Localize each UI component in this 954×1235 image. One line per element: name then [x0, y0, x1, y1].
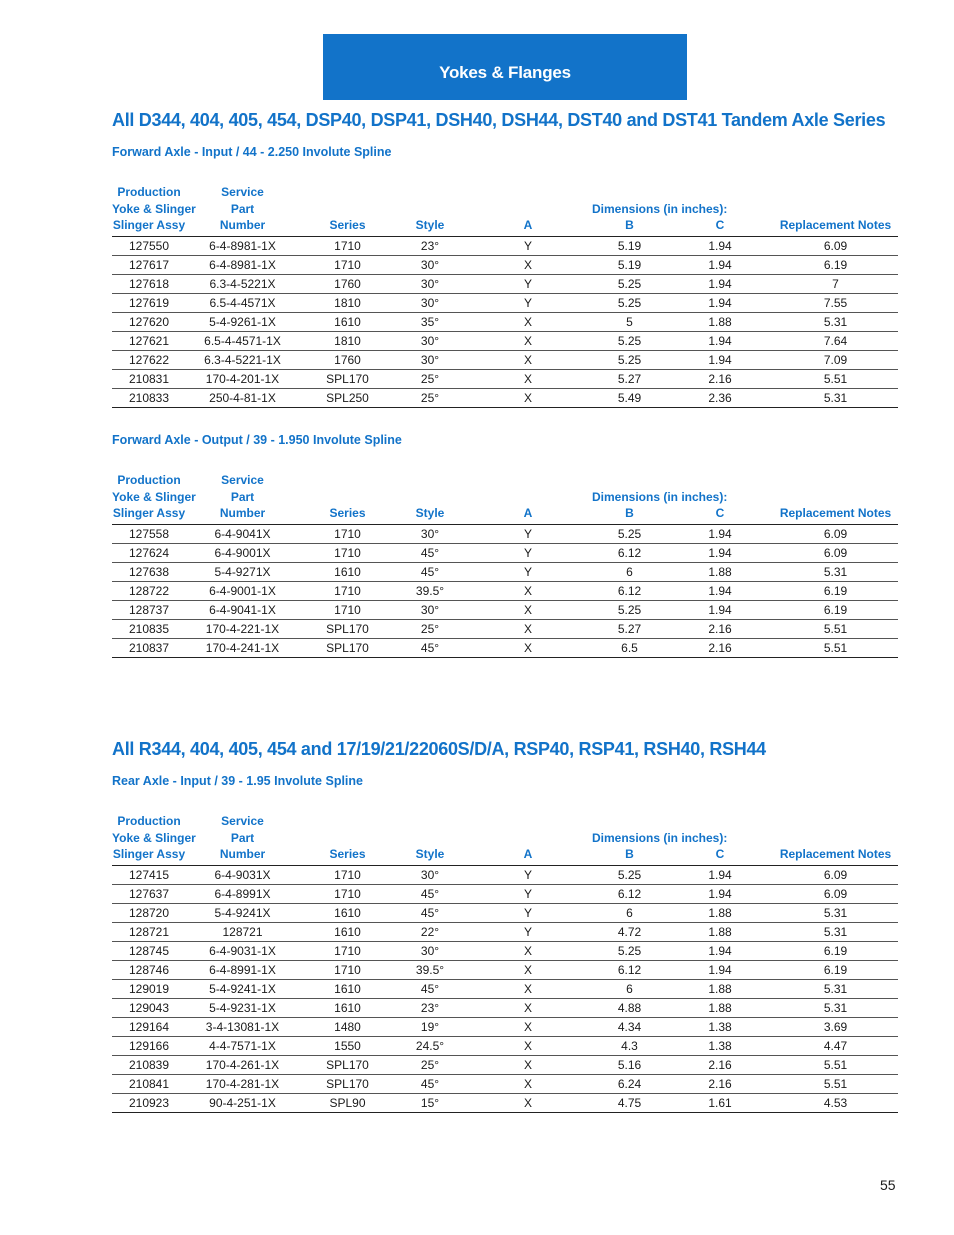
cell-series: 1810 — [299, 331, 396, 350]
table-row — [112, 274, 898, 293]
cell-notes: 4.47 — [773, 1036, 898, 1055]
cell-a: Y — [464, 543, 592, 562]
cell-b: 5.25 — [592, 331, 667, 350]
col-series: Series — [299, 184, 396, 236]
cell-production: 210833 — [112, 388, 186, 407]
col-a: A — [464, 184, 592, 236]
cell-style: 25° — [396, 1055, 464, 1074]
col-style: Style — [396, 472, 464, 524]
table-row — [112, 1036, 898, 1055]
cell-b: 6.12 — [592, 581, 667, 600]
table-row — [112, 369, 898, 388]
table-row — [112, 350, 898, 369]
cell-c: 1.94 — [667, 600, 773, 619]
cell-notes: 6.19 — [773, 600, 898, 619]
cell-series: 1710 — [299, 865, 396, 884]
cell-c: 2.16 — [667, 1055, 773, 1074]
col-service-part: Service Part Number — [186, 184, 299, 236]
cell-b: 5.16 — [592, 1055, 667, 1074]
cell-b: 5.25 — [592, 350, 667, 369]
table-row — [112, 562, 898, 581]
col-b: Dimensions (in inches): B — [592, 813, 667, 865]
cell-production: 129043 — [112, 998, 186, 1017]
col-production: Production Yoke & Slinger Slinger Assy — [112, 472, 186, 524]
cell-a: Y — [464, 274, 592, 293]
col-b: Dimensions (in inches): B — [592, 472, 667, 524]
col-c: C — [667, 472, 773, 524]
cell-c: 1.94 — [667, 350, 773, 369]
cell-service-part: 6-4-8981-1X — [186, 255, 299, 274]
cell-a: X — [464, 312, 592, 331]
cell-notes: 5.31 — [773, 903, 898, 922]
cell-notes: 5.51 — [773, 619, 898, 638]
cell-c: 1.94 — [667, 524, 773, 543]
col-production: Production Yoke & Slinger Slinger Assy — [112, 813, 186, 865]
cell-a: Y — [464, 236, 592, 255]
cell-a: X — [464, 600, 592, 619]
table-row — [112, 922, 898, 941]
cell-production: 210841 — [112, 1074, 186, 1093]
cell-style: 45° — [396, 979, 464, 998]
cell-b: 5.25 — [592, 865, 667, 884]
cell-notes: 5.31 — [773, 979, 898, 998]
cell-a: X — [464, 350, 592, 369]
cell-series: SPL170 — [299, 619, 396, 638]
cell-b: 6.24 — [592, 1074, 667, 1093]
col-service-part: Service Part Number — [186, 472, 299, 524]
cell-style: 24.5° — [396, 1036, 464, 1055]
col-replacement-notes: Replacement Notes — [773, 472, 898, 524]
section1-table — [112, 184, 898, 408]
cell-b: 5.25 — [592, 941, 667, 960]
cell-a: Y — [464, 293, 592, 312]
table-row — [112, 903, 898, 922]
cell-production: 128720 — [112, 903, 186, 922]
cell-a: Y — [464, 524, 592, 543]
cell-series: 1710 — [299, 524, 396, 543]
cell-production: 127620 — [112, 312, 186, 331]
table-row — [112, 619, 898, 638]
cell-production: 210923 — [112, 1093, 186, 1112]
table-row — [112, 1074, 898, 1093]
cell-production: 210839 — [112, 1055, 186, 1074]
cell-service-part: 6-4-9041-1X — [186, 600, 299, 619]
cell-notes: 5.51 — [773, 369, 898, 388]
table-row — [112, 1055, 898, 1074]
cell-c: 2.16 — [667, 369, 773, 388]
cell-style: 45° — [396, 638, 464, 657]
cell-a: X — [464, 1036, 592, 1055]
cell-series: 1610 — [299, 903, 396, 922]
table-row — [112, 884, 898, 903]
cell-b: 6 — [592, 979, 667, 998]
cell-b: 5.19 — [592, 255, 667, 274]
cell-series: 1710 — [299, 941, 396, 960]
cell-b: 5.25 — [592, 524, 667, 543]
cell-series: 1760 — [299, 274, 396, 293]
section1-subtitle: Forward Axle - Input / 44 - 2.250 Involute Spline — [112, 145, 392, 159]
cell-style: 45° — [396, 884, 464, 903]
col-b: Dimensions (in inches): B — [592, 184, 667, 236]
cell-service-part: 6-4-9041X — [186, 524, 299, 543]
cell-notes: 3.69 — [773, 1017, 898, 1036]
cell-service-part: 6.3-4-5221X — [186, 274, 299, 293]
cell-notes: 5.31 — [773, 562, 898, 581]
cell-a: X — [464, 979, 592, 998]
col-series: Series — [299, 813, 396, 865]
cell-a: X — [464, 581, 592, 600]
cell-style: 35° — [396, 312, 464, 331]
section3-table — [112, 813, 898, 1113]
cell-production: 210831 — [112, 369, 186, 388]
cell-b: 6.12 — [592, 884, 667, 903]
cell-notes: 5.51 — [773, 638, 898, 657]
cell-a: X — [464, 998, 592, 1017]
col-production: Production Yoke & Slinger Slinger Assy — [112, 184, 186, 236]
cell-c: 1.88 — [667, 998, 773, 1017]
cell-service-part: 170-4-241-1X — [186, 638, 299, 657]
cell-service-part: 6-4-9031X — [186, 865, 299, 884]
cell-series: 1710 — [299, 960, 396, 979]
cell-b: 4.3 — [592, 1036, 667, 1055]
cell-c: 1.61 — [667, 1093, 773, 1112]
col-a: A — [464, 813, 592, 865]
cell-c: 1.94 — [667, 293, 773, 312]
cell-c: 1.88 — [667, 922, 773, 941]
cell-service-part: 6.5-4-4571-1X — [186, 331, 299, 350]
section3-subtitle: Rear Axle - Input / 39 - 1.95 Involute Spline — [112, 774, 363, 788]
col-c: C — [667, 184, 773, 236]
cell-a: X — [464, 941, 592, 960]
cell-style: 45° — [396, 903, 464, 922]
cell-a: X — [464, 638, 592, 657]
cell-c: 1.94 — [667, 581, 773, 600]
cell-a: X — [464, 619, 592, 638]
col-a: A — [464, 472, 592, 524]
cell-c: 2.16 — [667, 619, 773, 638]
table-row — [112, 600, 898, 619]
cell-notes: 7.09 — [773, 350, 898, 369]
cell-a: X — [464, 960, 592, 979]
cell-series: 1480 — [299, 1017, 396, 1036]
cell-notes: 5.31 — [773, 312, 898, 331]
cell-service-part: 170-4-221-1X — [186, 619, 299, 638]
cell-series: 1710 — [299, 884, 396, 903]
table-header-row — [112, 472, 898, 524]
cell-c: 1.94 — [667, 331, 773, 350]
table-row — [112, 388, 898, 407]
table-row — [112, 581, 898, 600]
cell-production: 128722 — [112, 581, 186, 600]
cell-a: Y — [464, 884, 592, 903]
cell-production: 127617 — [112, 255, 186, 274]
cell-notes: 7.55 — [773, 293, 898, 312]
cell-b: 5.49 — [592, 388, 667, 407]
cell-notes: 5.51 — [773, 1055, 898, 1074]
cell-series: 1610 — [299, 979, 396, 998]
cell-style: 30° — [396, 941, 464, 960]
cell-a: X — [464, 331, 592, 350]
cell-style: 30° — [396, 293, 464, 312]
cell-a: X — [464, 1017, 592, 1036]
cell-c: 1.94 — [667, 884, 773, 903]
cell-b: 6.12 — [592, 543, 667, 562]
cell-series: SPL170 — [299, 369, 396, 388]
cell-service-part: 5-4-9241-1X — [186, 979, 299, 998]
cell-service-part: 6-4-9001-1X — [186, 581, 299, 600]
table-row — [112, 543, 898, 562]
col-service-part: Service Part Number — [186, 813, 299, 865]
cell-c: 1.38 — [667, 1036, 773, 1055]
table-row — [112, 255, 898, 274]
cell-b: 5.25 — [592, 274, 667, 293]
cell-style: 25° — [396, 619, 464, 638]
cell-series: SPL170 — [299, 638, 396, 657]
cell-series: 1610 — [299, 922, 396, 941]
col-series: Series — [299, 472, 396, 524]
cell-a: X — [464, 369, 592, 388]
cell-style: 15° — [396, 1093, 464, 1112]
cell-style: 30° — [396, 350, 464, 369]
cell-production: 127558 — [112, 524, 186, 543]
cell-service-part: 250-4-81-1X — [186, 388, 299, 407]
cell-c: 1.94 — [667, 543, 773, 562]
cell-b: 6.5 — [592, 638, 667, 657]
cell-series: 1710 — [299, 543, 396, 562]
table-header-row — [112, 184, 898, 236]
table-row — [112, 312, 898, 331]
cell-c: 2.16 — [667, 1074, 773, 1093]
cell-b: 5.27 — [592, 619, 667, 638]
cell-production: 127415 — [112, 865, 186, 884]
cell-b: 6 — [592, 903, 667, 922]
col-replacement-notes: Replacement Notes — [773, 184, 898, 236]
table-row — [112, 524, 898, 543]
cell-b: 4.75 — [592, 1093, 667, 1112]
cell-series: SPL170 — [299, 1055, 396, 1074]
cell-notes: 5.31 — [773, 998, 898, 1017]
cell-production: 127638 — [112, 562, 186, 581]
cell-series: SPL170 — [299, 1074, 396, 1093]
cell-service-part: 5-4-9261-1X — [186, 312, 299, 331]
table-row — [112, 1093, 898, 1112]
cell-style: 45° — [396, 562, 464, 581]
cell-notes: 6.09 — [773, 524, 898, 543]
cell-b: 6.12 — [592, 960, 667, 979]
cell-notes: 5.31 — [773, 922, 898, 941]
cell-a: X — [464, 388, 592, 407]
cell-style: 30° — [396, 524, 464, 543]
cell-series: 1710 — [299, 255, 396, 274]
cell-series: 1610 — [299, 312, 396, 331]
table-row — [112, 998, 898, 1017]
cell-series: 1760 — [299, 350, 396, 369]
cell-production: 127622 — [112, 350, 186, 369]
cell-a: Y — [464, 903, 592, 922]
cell-style: 30° — [396, 865, 464, 884]
cell-style: 25° — [396, 369, 464, 388]
cell-c: 1.94 — [667, 274, 773, 293]
section2-subtitle: Forward Axle - Output / 39 - 1.950 Involute Spline — [112, 433, 402, 447]
page-number: 55 — [880, 1177, 896, 1193]
cell-service-part: 6-4-8991-1X — [186, 960, 299, 979]
cell-service-part: 6.3-4-5221-1X — [186, 350, 299, 369]
cell-style: 30° — [396, 331, 464, 350]
cell-b: 6 — [592, 562, 667, 581]
section-banner — [323, 34, 687, 100]
cell-style: 23° — [396, 236, 464, 255]
cell-series: 1710 — [299, 600, 396, 619]
cell-series: 1810 — [299, 293, 396, 312]
cell-style: 39.5° — [396, 960, 464, 979]
cell-service-part: 4-4-7571-1X — [186, 1036, 299, 1055]
cell-a: X — [464, 1093, 592, 1112]
cell-production: 129164 — [112, 1017, 186, 1036]
cell-c: 2.16 — [667, 638, 773, 657]
cell-series: SPL250 — [299, 388, 396, 407]
cell-notes: 6.09 — [773, 884, 898, 903]
section2-table — [112, 472, 898, 658]
cell-style: 30° — [396, 255, 464, 274]
cell-style: 23° — [396, 998, 464, 1017]
cell-series: 1610 — [299, 998, 396, 1017]
cell-a: X — [464, 255, 592, 274]
table-header-row — [112, 813, 898, 865]
col-style: Style — [396, 184, 464, 236]
cell-style: 30° — [396, 600, 464, 619]
cell-a: Y — [464, 562, 592, 581]
table-row — [112, 638, 898, 657]
cell-notes: 6.19 — [773, 941, 898, 960]
cell-production: 210837 — [112, 638, 186, 657]
cell-service-part: 6.5-4-4571X — [186, 293, 299, 312]
cell-style: 45° — [396, 1074, 464, 1093]
cell-notes: 5.51 — [773, 1074, 898, 1093]
cell-b: 5.27 — [592, 369, 667, 388]
cell-style: 25° — [396, 388, 464, 407]
cell-production: 129019 — [112, 979, 186, 998]
cell-production: 127619 — [112, 293, 186, 312]
cell-service-part: 5-4-9241X — [186, 903, 299, 922]
section1-title: All D344, 404, 405, 454, DSP40, DSP41, DSH40, DSH44, DST40 and DST41 Tandem Axle Series — [112, 110, 886, 130]
col-style: Style — [396, 813, 464, 865]
cell-c: 1.88 — [667, 903, 773, 922]
banner-title: Yokes & Flanges — [439, 63, 571, 82]
cell-production: 127618 — [112, 274, 186, 293]
cell-service-part: 6-4-8991X — [186, 884, 299, 903]
cell-series: 1610 — [299, 562, 396, 581]
cell-service-part: 128721 — [186, 922, 299, 941]
cell-b: 5.25 — [592, 293, 667, 312]
cell-c: 1.88 — [667, 562, 773, 581]
cell-notes: 6.19 — [773, 255, 898, 274]
cell-style: 30° — [396, 274, 464, 293]
section3-title: All R344, 404, 405, 454 and 17/19/21/22060S/D/A, RSP40, RSP41, RSH40, RSH44 — [112, 739, 766, 759]
cell-production: 127637 — [112, 884, 186, 903]
cell-style: 19° — [396, 1017, 464, 1036]
cell-service-part: 3-4-13081-1X — [186, 1017, 299, 1036]
cell-production: 128746 — [112, 960, 186, 979]
cell-style: 22° — [396, 922, 464, 941]
cell-production: 127621 — [112, 331, 186, 350]
cell-a: X — [464, 1055, 592, 1074]
cell-notes: 6.09 — [773, 236, 898, 255]
cell-c: 1.94 — [667, 255, 773, 274]
table-row — [112, 1017, 898, 1036]
cell-service-part: 5-4-9231-1X — [186, 998, 299, 1017]
cell-notes: 5.31 — [773, 388, 898, 407]
cell-production: 128745 — [112, 941, 186, 960]
table-row — [112, 293, 898, 312]
cell-production: 127624 — [112, 543, 186, 562]
cell-b: 4.34 — [592, 1017, 667, 1036]
table-row — [112, 941, 898, 960]
cell-service-part: 90-4-251-1X — [186, 1093, 299, 1112]
cell-service-part: 6-4-9031-1X — [186, 941, 299, 960]
cell-production: 129166 — [112, 1036, 186, 1055]
cell-c: 1.94 — [667, 236, 773, 255]
cell-series: 1550 — [299, 1036, 396, 1055]
col-c: C — [667, 813, 773, 865]
table-row — [112, 236, 898, 255]
cell-series: SPL90 — [299, 1093, 396, 1112]
cell-style: 45° — [396, 543, 464, 562]
cell-notes: 7.64 — [773, 331, 898, 350]
cell-notes: 7 — [773, 274, 898, 293]
cell-production: 127550 — [112, 236, 186, 255]
cell-service-part: 5-4-9271X — [186, 562, 299, 581]
cell-service-part: 6-4-8981-1X — [186, 236, 299, 255]
cell-c: 1.94 — [667, 865, 773, 884]
cell-production: 210835 — [112, 619, 186, 638]
cell-production: 128737 — [112, 600, 186, 619]
cell-notes: 6.09 — [773, 543, 898, 562]
cell-c: 1.88 — [667, 312, 773, 331]
cell-b: 5.19 — [592, 236, 667, 255]
cell-notes: 6.19 — [773, 960, 898, 979]
cell-service-part: 170-4-281-1X — [186, 1074, 299, 1093]
cell-a: Y — [464, 865, 592, 884]
table-row — [112, 960, 898, 979]
cell-a: Y — [464, 922, 592, 941]
cell-service-part: 170-4-261-1X — [186, 1055, 299, 1074]
cell-b: 5 — [592, 312, 667, 331]
cell-c: 1.88 — [667, 979, 773, 998]
cell-c: 1.38 — [667, 1017, 773, 1036]
cell-c: 1.94 — [667, 960, 773, 979]
cell-a: X — [464, 1074, 592, 1093]
table-row — [112, 865, 898, 884]
cell-service-part: 170-4-201-1X — [186, 369, 299, 388]
cell-notes: 4.53 — [773, 1093, 898, 1112]
cell-c: 2.36 — [667, 388, 773, 407]
cell-c: 1.94 — [667, 941, 773, 960]
col-replacement-notes: Replacement Notes — [773, 813, 898, 865]
cell-style: 39.5° — [396, 581, 464, 600]
table-row — [112, 979, 898, 998]
table-row — [112, 331, 898, 350]
cell-b: 4.88 — [592, 998, 667, 1017]
cell-notes: 6.19 — [773, 581, 898, 600]
cell-b: 4.72 — [592, 922, 667, 941]
cell-service-part: 6-4-9001X — [186, 543, 299, 562]
cell-series: 1710 — [299, 236, 396, 255]
cell-notes: 6.09 — [773, 865, 898, 884]
cell-series: 1710 — [299, 581, 396, 600]
cell-production: 128721 — [112, 922, 186, 941]
cell-b: 5.25 — [592, 600, 667, 619]
